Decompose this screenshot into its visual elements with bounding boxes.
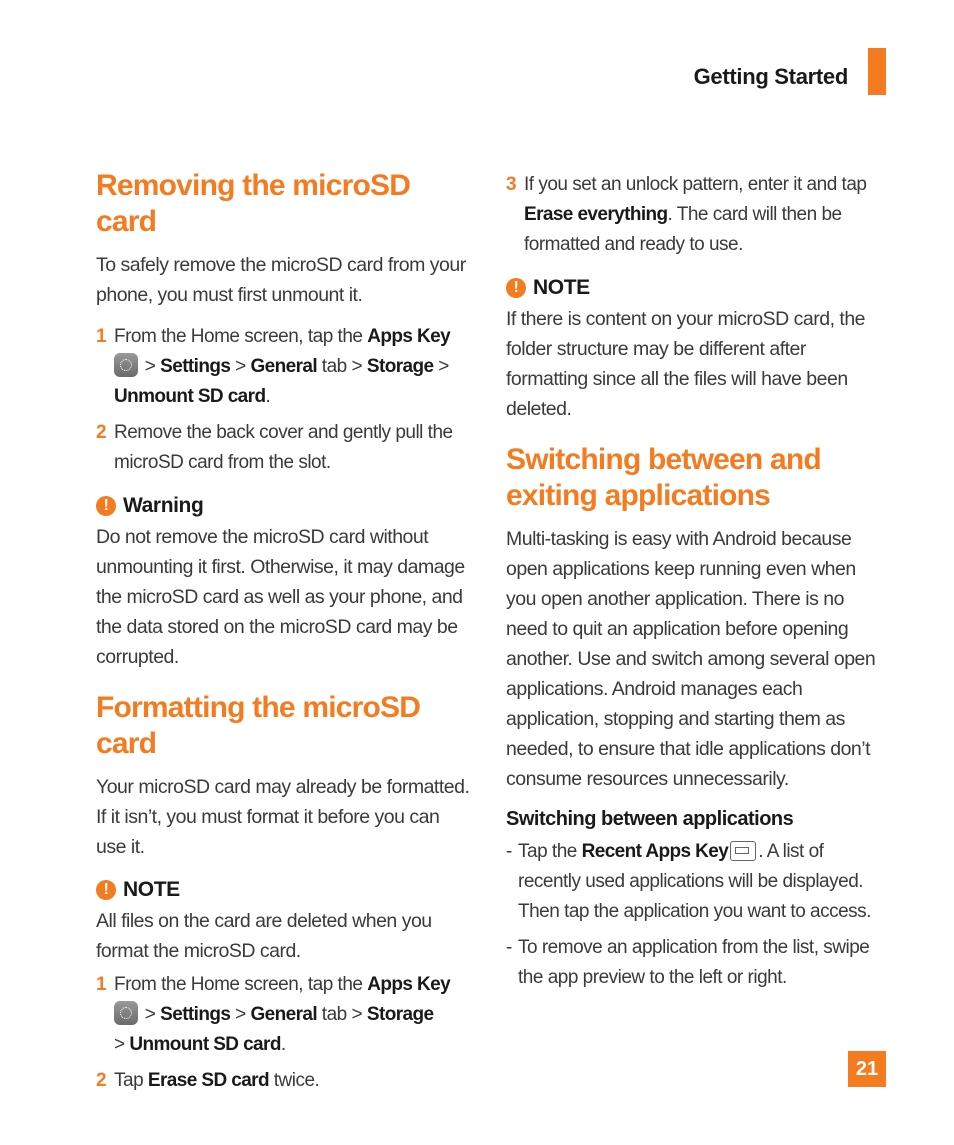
removing-step-1 (96, 322, 474, 412)
key-name: Erase everything (524, 204, 668, 225)
text: tab > (317, 1004, 367, 1025)
right-note-text: If there is content on your microSD card, the folder structure may be different after formatting since all the files will have been deleted. (506, 308, 866, 420)
apps-key-icon (114, 353, 138, 377)
key-name: Storage (366, 1004, 434, 1025)
text: . (280, 1034, 286, 1055)
formatting-intro: Your microSD card may already be formatted. If it isn’t, you must format it before you can use it. (96, 776, 470, 858)
key-name: Unmount SD card (129, 1034, 281, 1055)
key-name: Storage (366, 356, 434, 377)
right-note-heading (506, 276, 890, 300)
text: Tap (114, 1070, 148, 1091)
switching-bullet-1 (506, 837, 890, 927)
warning-icon: ! (96, 496, 116, 516)
key-name: Settings (160, 1004, 231, 1025)
section-title-switching: Switching between and exiting applications (506, 443, 821, 512)
note-icon: ! (96, 880, 116, 900)
text: > (230, 1004, 251, 1025)
text: . (265, 386, 271, 407)
removing-intro: To safely remove the microSD card from your phone, you must first unmount it. (96, 254, 466, 306)
step-text (524, 170, 890, 260)
text: > (140, 356, 161, 377)
switching-subheading: Switching between applications (506, 808, 794, 830)
text: tab > (317, 356, 367, 377)
warning-title: Warning (123, 494, 204, 517)
text: twice. (268, 1070, 320, 1091)
apps-key-icon (114, 1001, 138, 1025)
text: > (230, 356, 251, 377)
formatting-step-3 (506, 170, 890, 260)
note-title: NOTE (123, 878, 180, 901)
key-name: General (250, 356, 318, 377)
warning-heading (96, 494, 474, 518)
step-text (114, 322, 474, 412)
right-column (506, 168, 890, 999)
text: From the Home screen, tap the (114, 326, 368, 347)
step-number: 2 (96, 1070, 107, 1091)
note-title: NOTE (533, 276, 590, 299)
text: . A list of recently used applications will be displayed. Then tap the application you want to access. (518, 841, 871, 922)
formatting-note-heading (96, 878, 474, 902)
key-name: Apps Key (367, 974, 451, 995)
step-text (114, 1066, 474, 1096)
removing-step-2 (96, 418, 474, 478)
bullet-dash: - (506, 937, 512, 958)
key-name: General (250, 1004, 318, 1025)
step-text: Remove the back cover and gently pull the microSD card from the slot. (114, 422, 453, 473)
formatting-step-1 (96, 970, 474, 1060)
formatting-step-2 (96, 1066, 474, 1096)
formatting-note-text: All files on the card are deleted when you format the microSD card. (96, 910, 432, 962)
recent-apps-key-icon (730, 841, 756, 861)
page-number: 21 (848, 1051, 886, 1087)
text: > (140, 1004, 161, 1025)
step-number: 1 (96, 326, 107, 347)
key-name: Unmount SD card (114, 386, 266, 407)
key-name: Recent Apps Key (581, 841, 729, 862)
text: From the Home screen, tap the (114, 974, 368, 995)
left-column (96, 168, 474, 1102)
key-name: Apps Key (367, 326, 451, 347)
step-number: 2 (96, 422, 107, 443)
step-number: 1 (96, 974, 107, 995)
section-title-formatting: Formatting the microSD card (96, 691, 421, 760)
switching-intro: Multi-tasking is easy with Android because open applications keep running even when you open another application. There is no need to quit an application before opening another. Use and switch among several open applications. Android manages each application, stopping and starting them as needed, to ensure that idle applications don’t consume resources unnecessarily. (506, 528, 876, 790)
key-name: Settings (160, 356, 231, 377)
header-accent-bar (868, 48, 886, 95)
removing-steps (96, 322, 474, 478)
warning-text: Do not remove the microSD card without unmounting it first. Otherwise, it may damage the microSD card as well as your phone, and the data stored on the microSD card may be corrupted. (96, 526, 465, 668)
text: . The card will then be formatted and ready to use. (524, 204, 842, 255)
switching-bullet-2 (506, 933, 890, 993)
key-name: Erase SD card (147, 1070, 269, 1091)
formatting-steps (96, 970, 474, 1096)
header-title: Getting Started (693, 64, 848, 89)
bullet-text: To remove an application from the list, swipe the app preview to the left or right. (518, 937, 870, 988)
text: If you set an unlock pattern, enter it and tap (524, 174, 867, 195)
bullet-text (518, 837, 890, 927)
bullet-dash: - (506, 841, 512, 862)
step-number: 3 (506, 174, 517, 195)
section-title-removing: Removing the microSD card (96, 169, 411, 238)
note-icon: ! (506, 278, 526, 298)
text: Tap the (518, 841, 582, 862)
text: > (433, 356, 449, 377)
text: > (114, 1034, 130, 1055)
step-text (114, 970, 474, 1060)
